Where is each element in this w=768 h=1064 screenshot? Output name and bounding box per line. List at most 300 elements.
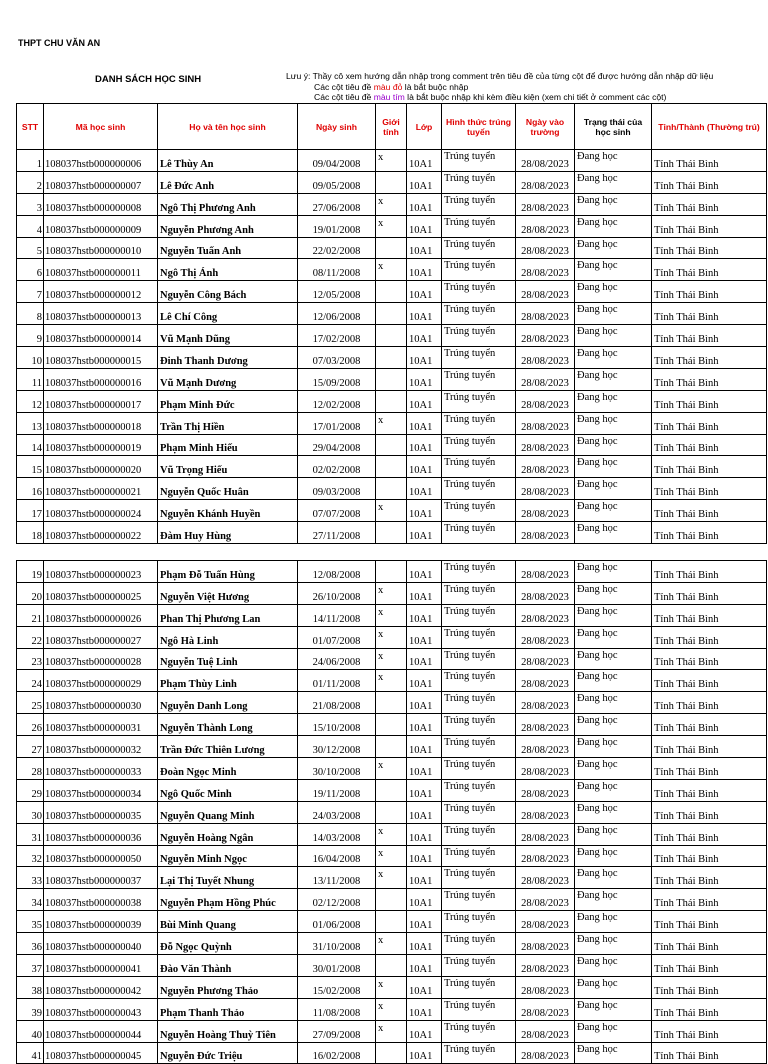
cell-full-name[interactable]: Lại Thị Tuyết Nhung [158,867,298,889]
cell-full-name[interactable]: Nguyễn Phương Thảo [158,976,298,998]
cell-province[interactable]: Tỉnh Thái Bình [652,150,767,172]
table-row[interactable] [17,561,767,583]
cell-gender[interactable] [376,714,407,736]
table-row[interactable] [17,648,767,670]
cell-student-code[interactable]: 108037hstb000000035 [44,801,158,823]
table-row[interactable] [17,758,767,780]
table-row[interactable] [17,626,767,648]
cell-student-status[interactable]: Đang học [575,955,652,977]
cell-province[interactable]: Tỉnh Thái Bình [652,347,767,369]
cell-date-of-birth[interactable]: 26/10/2008 [298,582,376,604]
cell-class[interactable]: 10A1 [407,867,442,889]
cell-class[interactable]: 10A1 [407,303,442,325]
cell-enrollment-date[interactable]: 28/08/2023 [516,736,575,758]
table-row[interactable] [17,823,767,845]
cell-full-name[interactable]: Lê Thùy An [158,150,298,172]
cell-class[interactable]: 10A1 [407,648,442,670]
cell-province[interactable]: Tỉnh Thái Bình [652,867,767,889]
cell-student-code[interactable]: 108037hstb000000039 [44,911,158,933]
cell-student-status[interactable]: Đang học [575,347,652,369]
cell-student-code[interactable]: 108037hstb000000006 [44,150,158,172]
cell-admission-type[interactable]: Trúng tuyển [442,500,516,522]
cell-class[interactable]: 10A1 [407,215,442,237]
cell-class[interactable]: 10A1 [407,714,442,736]
table-row[interactable] [17,237,767,259]
cell-admission-type[interactable]: Trúng tuyển [442,648,516,670]
header-gender[interactable]: Giới tính [376,104,407,150]
cell-student-status[interactable]: Đang học [575,259,652,281]
header-student-status[interactable]: Trạng thái của học sinh [575,104,652,150]
cell-full-name[interactable]: Trần Đức Thiên Lương [158,736,298,758]
cell-class[interactable]: 10A1 [407,259,442,281]
cell-enrollment-date[interactable]: 28/08/2023 [516,561,575,583]
cell-enrollment-date[interactable]: 28/08/2023 [516,758,575,780]
cell-enrollment-date[interactable]: 28/08/2023 [516,823,575,845]
cell-full-name[interactable]: Nguyễn Quốc Huân [158,478,298,500]
cell-admission-type[interactable]: Trúng tuyển [442,626,516,648]
cell-enrollment-date[interactable]: 28/08/2023 [516,478,575,500]
table-row[interactable] [17,955,767,977]
cell-province[interactable]: Tỉnh Thái Bình [652,561,767,583]
cell-student-status[interactable]: Đang học [575,714,652,736]
cell-stt[interactable]: 11 [17,368,44,390]
table-row[interactable] [17,325,767,347]
cell-gender[interactable] [376,237,407,259]
cell-student-code[interactable]: 108037hstb000000034 [44,779,158,801]
cell-enrollment-date[interactable]: 28/08/2023 [516,582,575,604]
cell-class[interactable]: 10A1 [407,692,442,714]
cell-date-of-birth[interactable]: 14/03/2008 [298,823,376,845]
cell-date-of-birth[interactable]: 13/11/2008 [298,867,376,889]
cell-full-name[interactable]: Nguyễn Công Bách [158,281,298,303]
cell-stt[interactable]: 7 [17,281,44,303]
cell-date-of-birth[interactable]: 11/08/2008 [298,998,376,1020]
cell-gender[interactable] [376,478,407,500]
cell-class[interactable]: 10A1 [407,171,442,193]
table-row[interactable] [17,390,767,412]
cell-enrollment-date[interactable]: 28/08/2023 [516,412,575,434]
table-row[interactable] [17,150,767,172]
cell-full-name[interactable]: Nguyễn Hoàng Thuỳ Tiên [158,1020,298,1042]
cell-enrollment-date[interactable]: 28/08/2023 [516,845,575,867]
cell-admission-type[interactable]: Trúng tuyển [442,582,516,604]
header-date-of-birth[interactable]: Ngày sinh [298,104,376,150]
cell-student-code[interactable]: 108037hstb000000022 [44,522,158,544]
cell-date-of-birth[interactable]: 12/02/2008 [298,390,376,412]
cell-class[interactable]: 10A1 [407,889,442,911]
cell-date-of-birth[interactable]: 17/02/2008 [298,325,376,347]
cell-province[interactable]: Tỉnh Thái Bình [652,998,767,1020]
cell-date-of-birth[interactable]: 08/11/2008 [298,259,376,281]
cell-date-of-birth[interactable]: 09/03/2008 [298,478,376,500]
cell-gender[interactable]: x [376,582,407,604]
table-row[interactable] [17,215,767,237]
cell-full-name[interactable]: Nguyễn Hoàng Ngân [158,823,298,845]
cell-stt[interactable]: 27 [17,736,44,758]
cell-stt[interactable]: 6 [17,259,44,281]
cell-gender[interactable] [376,171,407,193]
header-student-code[interactable]: Mã học sinh [44,104,158,150]
cell-admission-type[interactable]: Trúng tuyển [442,434,516,456]
cell-student-status[interactable]: Đang học [575,303,652,325]
cell-date-of-birth[interactable]: 01/11/2008 [298,670,376,692]
cell-gender[interactable]: x [376,648,407,670]
cell-province[interactable]: Tỉnh Thái Bình [652,412,767,434]
cell-admission-type[interactable]: Trúng tuyển [442,911,516,933]
cell-stt[interactable]: 39 [17,998,44,1020]
cell-enrollment-date[interactable]: 28/08/2023 [516,150,575,172]
cell-gender[interactable]: x [376,867,407,889]
cell-full-name[interactable]: Phạm Minh Đức [158,390,298,412]
cell-gender[interactable] [376,390,407,412]
cell-class[interactable]: 10A1 [407,150,442,172]
cell-student-code[interactable]: 108037hstb000000021 [44,478,158,500]
cell-class[interactable]: 10A1 [407,434,442,456]
cell-class[interactable]: 10A1 [407,1042,442,1064]
cell-province[interactable]: Tỉnh Thái Bình [652,604,767,626]
cell-admission-type[interactable]: Trúng tuyển [442,867,516,889]
cell-class[interactable]: 10A1 [407,604,442,626]
cell-admission-type[interactable]: Trúng tuyển [442,955,516,977]
cell-stt[interactable]: 24 [17,670,44,692]
cell-enrollment-date[interactable]: 28/08/2023 [516,714,575,736]
cell-stt[interactable]: 26 [17,714,44,736]
cell-class[interactable]: 10A1 [407,412,442,434]
cell-gender[interactable]: x [376,500,407,522]
cell-gender[interactable]: x [376,845,407,867]
cell-full-name[interactable]: Nguyễn Danh Long [158,692,298,714]
cell-admission-type[interactable]: Trúng tuyển [442,259,516,281]
cell-student-code[interactable]: 108037hstb000000015 [44,347,158,369]
table-row[interactable] [17,456,767,478]
cell-student-code[interactable]: 108037hstb000000019 [44,434,158,456]
cell-student-status[interactable]: Đang học [575,976,652,998]
cell-full-name[interactable]: Vũ Mạnh Dũng [158,325,298,347]
cell-full-name[interactable]: Ngô Hà Linh [158,626,298,648]
cell-province[interactable]: Tỉnh Thái Bình [652,500,767,522]
cell-stt[interactable]: 30 [17,801,44,823]
cell-full-name[interactable]: Vũ Mạnh Dương [158,368,298,390]
cell-province[interactable]: Tỉnh Thái Bình [652,193,767,215]
cell-stt[interactable]: 18 [17,522,44,544]
cell-student-code[interactable]: 108037hstb000000027 [44,626,158,648]
cell-student-status[interactable]: Đang học [575,237,652,259]
cell-full-name[interactable]: Nguyễn Minh Ngọc [158,845,298,867]
cell-student-status[interactable]: Đang học [575,456,652,478]
cell-admission-type[interactable]: Trúng tuyển [442,692,516,714]
cell-student-status[interactable]: Đang học [575,150,652,172]
cell-class[interactable]: 10A1 [407,823,442,845]
cell-full-name[interactable]: Nguyễn Đức Triệu [158,1042,298,1064]
cell-enrollment-date[interactable]: 28/08/2023 [516,998,575,1020]
cell-admission-type[interactable]: Trúng tuyển [442,215,516,237]
cell-student-code[interactable]: 108037hstb000000018 [44,412,158,434]
cell-admission-type[interactable]: Trúng tuyển [442,801,516,823]
cell-enrollment-date[interactable]: 28/08/2023 [516,1020,575,1042]
cell-class[interactable]: 10A1 [407,955,442,977]
cell-enrollment-date[interactable]: 28/08/2023 [516,692,575,714]
cell-gender[interactable] [376,434,407,456]
table-row[interactable] [17,889,767,911]
cell-gender[interactable] [376,779,407,801]
cell-student-status[interactable]: Đang học [575,648,652,670]
cell-full-name[interactable]: Đỗ Ngọc Quỳnh [158,933,298,955]
cell-student-code[interactable]: 108037hstb000000011 [44,259,158,281]
cell-enrollment-date[interactable]: 28/08/2023 [516,976,575,998]
cell-gender[interactable] [376,801,407,823]
table-row[interactable] [17,281,767,303]
cell-enrollment-date[interactable]: 28/08/2023 [516,456,575,478]
cell-stt[interactable]: 2 [17,171,44,193]
cell-student-status[interactable]: Đang học [575,281,652,303]
cell-province[interactable]: Tỉnh Thái Bình [652,325,767,347]
cell-student-status[interactable]: Đang học [575,561,652,583]
cell-enrollment-date[interactable]: 28/08/2023 [516,325,575,347]
cell-class[interactable]: 10A1 [407,561,442,583]
cell-province[interactable]: Tỉnh Thái Bình [652,845,767,867]
table-row[interactable] [17,1042,767,1064]
table-row[interactable] [17,714,767,736]
cell-student-status[interactable]: Đang học [575,171,652,193]
cell-full-name[interactable]: Bùi Minh Quang [158,911,298,933]
cell-full-name[interactable]: Phạm Thanh Thảo [158,998,298,1020]
table-row[interactable] [17,434,767,456]
cell-enrollment-date[interactable]: 28/08/2023 [516,801,575,823]
cell-province[interactable]: Tỉnh Thái Bình [652,434,767,456]
cell-date-of-birth[interactable]: 09/04/2008 [298,150,376,172]
table-row[interactable] [17,522,767,544]
cell-province[interactable]: Tỉnh Thái Bình [652,736,767,758]
cell-full-name[interactable]: Đoàn Ngọc Minh [158,758,298,780]
cell-gender[interactable]: x [376,412,407,434]
cell-province[interactable]: Tỉnh Thái Bình [652,626,767,648]
cell-stt[interactable]: 32 [17,845,44,867]
cell-student-code[interactable]: 108037hstb000000029 [44,670,158,692]
cell-admission-type[interactable]: Trúng tuyển [442,1020,516,1042]
cell-date-of-birth[interactable]: 07/07/2008 [298,500,376,522]
cell-full-name[interactable]: Ngô Thị Phương Anh [158,193,298,215]
cell-gender[interactable]: x [376,604,407,626]
cell-stt[interactable]: 34 [17,889,44,911]
cell-date-of-birth[interactable]: 19/01/2008 [298,215,376,237]
cell-province[interactable]: Tỉnh Thái Bình [652,303,767,325]
cell-stt[interactable]: 28 [17,758,44,780]
cell-date-of-birth[interactable]: 30/12/2008 [298,736,376,758]
table-row[interactable] [17,259,767,281]
table-row[interactable] [17,779,767,801]
cell-class[interactable]: 10A1 [407,998,442,1020]
cell-student-code[interactable]: 108037hstb000000024 [44,500,158,522]
cell-stt[interactable]: 4 [17,215,44,237]
cell-stt[interactable]: 9 [17,325,44,347]
cell-stt[interactable]: 12 [17,390,44,412]
cell-stt[interactable]: 5 [17,237,44,259]
cell-admission-type[interactable]: Trúng tuyển [442,670,516,692]
table-row[interactable] [17,670,767,692]
cell-admission-type[interactable]: Trúng tuyển [442,150,516,172]
cell-student-status[interactable]: Đang học [575,823,652,845]
cell-student-status[interactable]: Đang học [575,845,652,867]
cell-enrollment-date[interactable]: 28/08/2023 [516,867,575,889]
cell-admission-type[interactable]: Trúng tuyển [442,390,516,412]
cell-full-name[interactable]: Lê Đức Anh [158,171,298,193]
cell-student-code[interactable]: 108037hstb000000040 [44,933,158,955]
table-row[interactable] [17,193,767,215]
cell-class[interactable]: 10A1 [407,845,442,867]
cell-stt[interactable]: 35 [17,911,44,933]
cell-gender[interactable] [376,347,407,369]
cell-student-status[interactable]: Đang học [575,412,652,434]
cell-gender[interactable] [376,561,407,583]
cell-province[interactable]: Tỉnh Thái Bình [652,779,767,801]
cell-gender[interactable] [376,303,407,325]
cell-full-name[interactable]: Đinh Thanh Dương [158,347,298,369]
cell-stt[interactable]: 23 [17,648,44,670]
cell-admission-type[interactable]: Trúng tuyển [442,303,516,325]
cell-student-status[interactable]: Đang học [575,736,652,758]
cell-province[interactable]: Tỉnh Thái Bình [652,215,767,237]
cell-student-status[interactable]: Đang học [575,478,652,500]
cell-stt[interactable]: 22 [17,626,44,648]
cell-student-code[interactable]: 108037hstb000000032 [44,736,158,758]
cell-student-code[interactable]: 108037hstb000000026 [44,604,158,626]
cell-admission-type[interactable]: Trúng tuyển [442,522,516,544]
cell-enrollment-date[interactable]: 28/08/2023 [516,303,575,325]
cell-admission-type[interactable]: Trúng tuyển [442,714,516,736]
cell-stt[interactable]: 19 [17,561,44,583]
table-row[interactable] [17,604,767,626]
cell-stt[interactable]: 21 [17,604,44,626]
cell-enrollment-date[interactable]: 28/08/2023 [516,933,575,955]
cell-gender[interactable] [376,911,407,933]
cell-province[interactable]: Tỉnh Thái Bình [652,955,767,977]
cell-class[interactable]: 10A1 [407,347,442,369]
cell-student-code[interactable]: 108037hstb000000012 [44,281,158,303]
cell-full-name[interactable]: Đàm Huy Hùng [158,522,298,544]
header-province[interactable]: Tỉnh/Thành (Thường trú) [652,104,767,150]
cell-student-code[interactable]: 108037hstb000000038 [44,889,158,911]
cell-admission-type[interactable]: Trúng tuyển [442,368,516,390]
cell-class[interactable]: 10A1 [407,522,442,544]
cell-class[interactable]: 10A1 [407,779,442,801]
cell-student-status[interactable]: Đang học [575,692,652,714]
cell-date-of-birth[interactable]: 09/05/2008 [298,171,376,193]
cell-admission-type[interactable]: Trúng tuyển [442,998,516,1020]
cell-enrollment-date[interactable]: 28/08/2023 [516,171,575,193]
cell-admission-type[interactable]: Trúng tuyển [442,478,516,500]
cell-student-code[interactable]: 108037hstb000000041 [44,955,158,977]
cell-gender[interactable] [376,955,407,977]
cell-class[interactable]: 10A1 [407,976,442,998]
cell-admission-type[interactable]: Trúng tuyển [442,604,516,626]
cell-student-status[interactable]: Đang học [575,867,652,889]
cell-enrollment-date[interactable]: 28/08/2023 [516,779,575,801]
cell-class[interactable]: 10A1 [407,911,442,933]
cell-full-name[interactable]: Nguyễn Khánh Huyền [158,500,298,522]
cell-stt[interactable]: 10 [17,347,44,369]
cell-stt[interactable]: 37 [17,955,44,977]
table-row[interactable] [17,171,767,193]
cell-admission-type[interactable]: Trúng tuyển [442,1042,516,1064]
table-row[interactable] [17,368,767,390]
cell-province[interactable]: Tỉnh Thái Bình [652,911,767,933]
cell-class[interactable]: 10A1 [407,456,442,478]
cell-admission-type[interactable]: Trúng tuyển [442,933,516,955]
cell-stt[interactable]: 36 [17,933,44,955]
table-row[interactable] [17,845,767,867]
cell-student-status[interactable]: Đang học [575,801,652,823]
cell-admission-type[interactable]: Trúng tuyển [442,347,516,369]
cell-full-name[interactable]: Nguyễn Tuấn Anh [158,237,298,259]
cell-class[interactable]: 10A1 [407,758,442,780]
cell-date-of-birth[interactable]: 27/09/2008 [298,1020,376,1042]
cell-enrollment-date[interactable]: 28/08/2023 [516,648,575,670]
cell-gender[interactable]: x [376,259,407,281]
cell-student-status[interactable]: Đang học [575,368,652,390]
cell-date-of-birth[interactable]: 07/03/2008 [298,347,376,369]
cell-province[interactable]: Tỉnh Thái Bình [652,522,767,544]
table-row[interactable] [17,692,767,714]
cell-date-of-birth[interactable]: 30/01/2008 [298,955,376,977]
cell-stt[interactable]: 38 [17,976,44,998]
cell-gender[interactable] [376,325,407,347]
cell-province[interactable]: Tỉnh Thái Bình [652,390,767,412]
cell-stt[interactable]: 14 [17,434,44,456]
cell-date-of-birth[interactable]: 12/08/2008 [298,561,376,583]
cell-enrollment-date[interactable]: 28/08/2023 [516,193,575,215]
cell-enrollment-date[interactable]: 28/08/2023 [516,889,575,911]
cell-enrollment-date[interactable]: 28/08/2023 [516,347,575,369]
cell-student-status[interactable]: Đang học [575,500,652,522]
cell-gender[interactable]: x [376,823,407,845]
cell-enrollment-date[interactable]: 28/08/2023 [516,215,575,237]
table-row[interactable] [17,976,767,998]
cell-enrollment-date[interactable]: 28/08/2023 [516,434,575,456]
cell-province[interactable]: Tỉnh Thái Bình [652,368,767,390]
cell-student-status[interactable]: Đang học [575,215,652,237]
cell-admission-type[interactable]: Trúng tuyển [442,193,516,215]
cell-student-code[interactable]: 108037hstb000000020 [44,456,158,478]
cell-stt[interactable]: 33 [17,867,44,889]
cell-province[interactable]: Tỉnh Thái Bình [652,237,767,259]
cell-class[interactable]: 10A1 [407,626,442,648]
cell-enrollment-date[interactable]: 28/08/2023 [516,259,575,281]
cell-admission-type[interactable]: Trúng tuyển [442,237,516,259]
header-full-name[interactable]: Họ và tên học sinh [158,104,298,150]
cell-student-status[interactable]: Đang học [575,582,652,604]
cell-gender[interactable] [376,889,407,911]
cell-date-of-birth[interactable]: 01/07/2008 [298,626,376,648]
cell-admission-type[interactable]: Trúng tuyển [442,561,516,583]
cell-student-code[interactable]: 108037hstb000000013 [44,303,158,325]
cell-gender[interactable] [376,281,407,303]
cell-date-of-birth[interactable]: 24/03/2008 [298,801,376,823]
cell-province[interactable]: Tỉnh Thái Bình [652,692,767,714]
cell-full-name[interactable]: Trần Thị Hiền [158,412,298,434]
cell-admission-type[interactable]: Trúng tuyển [442,456,516,478]
cell-gender[interactable]: x [376,1020,407,1042]
cell-full-name[interactable]: Ngô Quốc Minh [158,779,298,801]
cell-gender[interactable] [376,736,407,758]
cell-stt[interactable]: 17 [17,500,44,522]
cell-enrollment-date[interactable]: 28/08/2023 [516,1042,575,1064]
cell-date-of-birth[interactable]: 29/04/2008 [298,434,376,456]
cell-admission-type[interactable]: Trúng tuyển [442,736,516,758]
cell-gender[interactable]: x [376,193,407,215]
cell-stt[interactable]: 20 [17,582,44,604]
cell-class[interactable]: 10A1 [407,582,442,604]
cell-admission-type[interactable]: Trúng tuyển [442,325,516,347]
